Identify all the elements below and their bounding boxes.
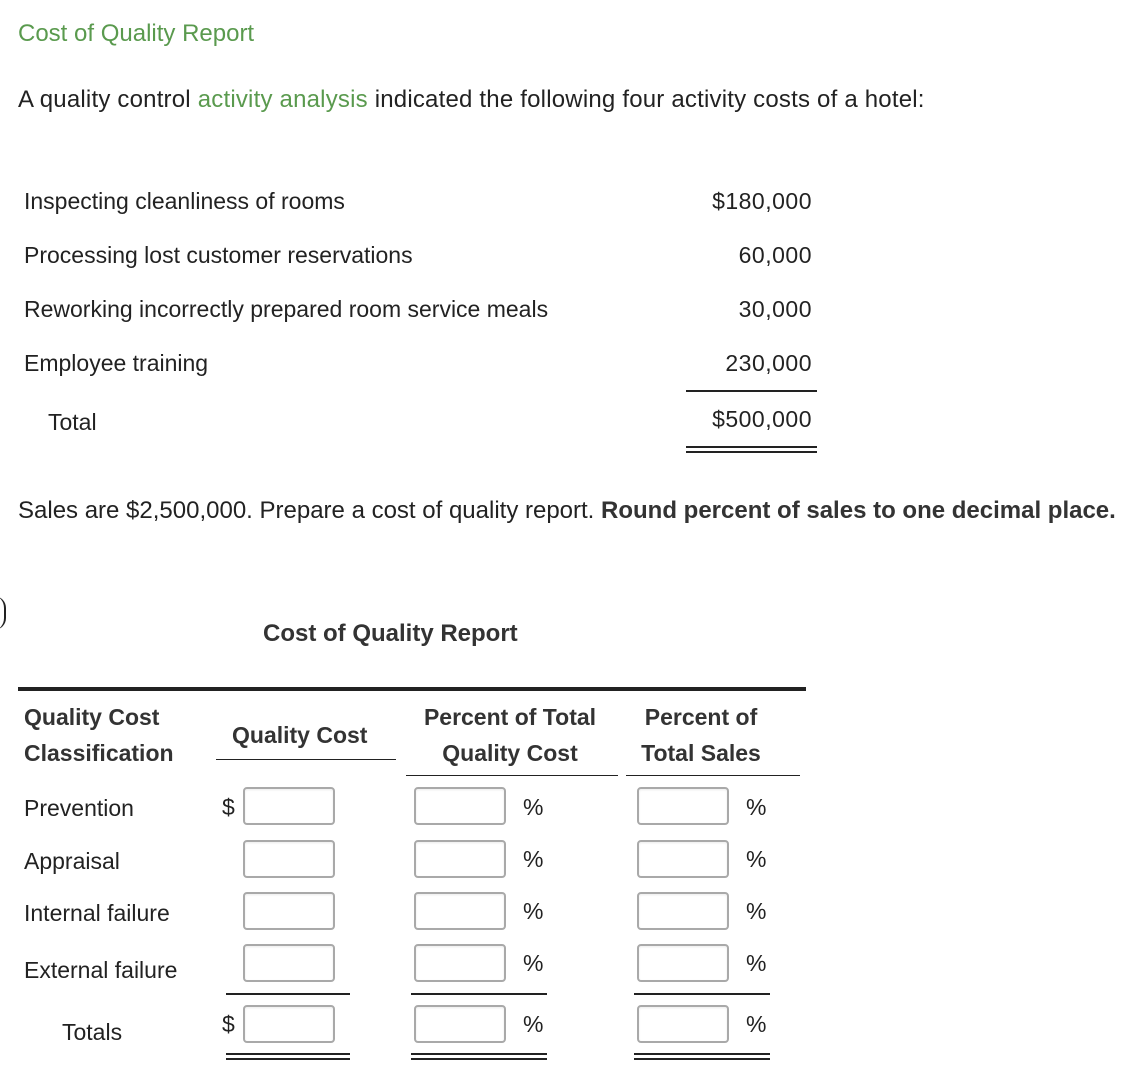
row-label-appraisal: Appraisal <box>24 848 120 874</box>
header-rule-pct-total <box>406 775 618 776</box>
internal-failure-cost-input[interactable] <box>243 892 335 930</box>
activity-amount: 230,000 <box>725 350 812 376</box>
percent-sign: % <box>523 950 544 976</box>
pct-total-total-rule-top <box>411 1053 547 1055</box>
cost-total-rule-top <box>226 1053 350 1055</box>
dollar-sign: $ <box>222 794 235 820</box>
percent-sign: % <box>746 846 767 872</box>
total-double-rule-bottom <box>686 451 817 453</box>
header-rule-pct-sales <box>626 775 800 776</box>
activity-analysis-link[interactable]: activity analysis <box>197 86 368 113</box>
pct-sales-total-rule-top <box>634 1053 770 1055</box>
percent-sign: % <box>523 846 544 872</box>
pct-sales-subtotal-rule <box>634 993 770 995</box>
scroll-marker <box>0 596 6 630</box>
percent-sign: % <box>746 794 767 820</box>
page-title: Cost of Quality Report <box>18 20 255 47</box>
appraisal-pct-sales-input[interactable] <box>637 840 729 878</box>
external-failure-cost-input[interactable] <box>243 944 335 982</box>
header-quality-cost: Quality Cost <box>232 722 368 748</box>
row-label-external-failure: External failure <box>24 957 178 983</box>
header-percent-sales <box>626 699 776 771</box>
cost-subtotal-rule <box>226 993 350 995</box>
totals-pct-total-input[interactable] <box>414 1005 506 1043</box>
appraisal-pct-total-input[interactable] <box>414 840 506 878</box>
appraisal-cost-input[interactable] <box>243 840 335 878</box>
external-failure-pct-sales-input[interactable] <box>637 944 729 982</box>
percent-sign: % <box>523 794 544 820</box>
dollar-sign: $ <box>222 1011 235 1037</box>
row-label-internal-failure: Internal failure <box>24 900 170 926</box>
prevention-pct-total-input[interactable] <box>414 787 506 825</box>
activity-label: Processing lost customer reservations <box>24 242 413 268</box>
sales-instructions <box>18 490 1118 532</box>
activity-amount: $180,000 <box>712 188 812 214</box>
totals-pct-sales-input[interactable] <box>637 1005 729 1043</box>
report-title: Cost of Quality Report <box>263 620 518 647</box>
percent-sign: % <box>523 898 544 924</box>
rounding-instruction: Round percent of sales to one decimal place. <box>601 497 1116 524</box>
pct-total-subtotal-rule <box>411 993 547 995</box>
intro-before: A quality control <box>18 86 198 113</box>
header-percent-total-line1: Percent of Total <box>423 704 597 730</box>
percent-sign: % <box>746 1011 767 1037</box>
pct-total-total-rule-bottom <box>411 1058 547 1060</box>
sales-text: Sales are $2,500,000. Prepare a cost of quality report. <box>18 497 602 524</box>
percent-sign: % <box>746 950 767 976</box>
internal-failure-pct-sales-input[interactable] <box>637 892 729 930</box>
header-percent-sales-line1: Percent of <box>644 704 758 730</box>
header-percent-total <box>403 699 617 771</box>
activity-label: Employee training <box>24 350 209 376</box>
prevention-pct-sales-input[interactable] <box>637 787 729 825</box>
header-percent-total-line2: Quality Cost <box>442 740 578 766</box>
totals-label: Totals <box>62 1019 123 1045</box>
activity-label: Inspecting cleanliness of rooms <box>24 188 345 214</box>
external-failure-pct-total-input[interactable] <box>414 944 506 982</box>
percent-sign: % <box>746 898 767 924</box>
intro-after: indicated the following four activity costs of a hotel: <box>367 86 925 113</box>
subtotal-rule <box>686 390 817 392</box>
header-percent-sales-line2: Total Sales <box>641 740 761 766</box>
internal-failure-pct-total-input[interactable] <box>414 892 506 930</box>
row-label-prevention: Prevention <box>24 795 134 821</box>
cost-total-rule-bottom <box>226 1058 350 1060</box>
header-classification <box>24 699 174 771</box>
header-rule-cost <box>216 759 396 760</box>
total-amount: $500,000 <box>712 406 812 432</box>
report-top-rule <box>18 687 806 691</box>
total-double-rule-top <box>686 446 817 448</box>
activity-amount: 60,000 <box>738 242 812 268</box>
intro-text <box>18 86 925 114</box>
activity-amount: 30,000 <box>738 296 812 322</box>
activity-label: Reworking incorrectly prepared room service meals <box>24 296 549 322</box>
prevention-cost-input[interactable] <box>243 787 335 825</box>
percent-sign: % <box>523 1011 544 1037</box>
header-classification-line1: Quality Cost <box>24 704 160 730</box>
pct-sales-total-rule-bottom <box>634 1058 770 1060</box>
header-classification-line2: Classification <box>24 740 174 766</box>
total-label: Total <box>48 409 97 435</box>
totals-cost-input[interactable] <box>243 1005 335 1043</box>
